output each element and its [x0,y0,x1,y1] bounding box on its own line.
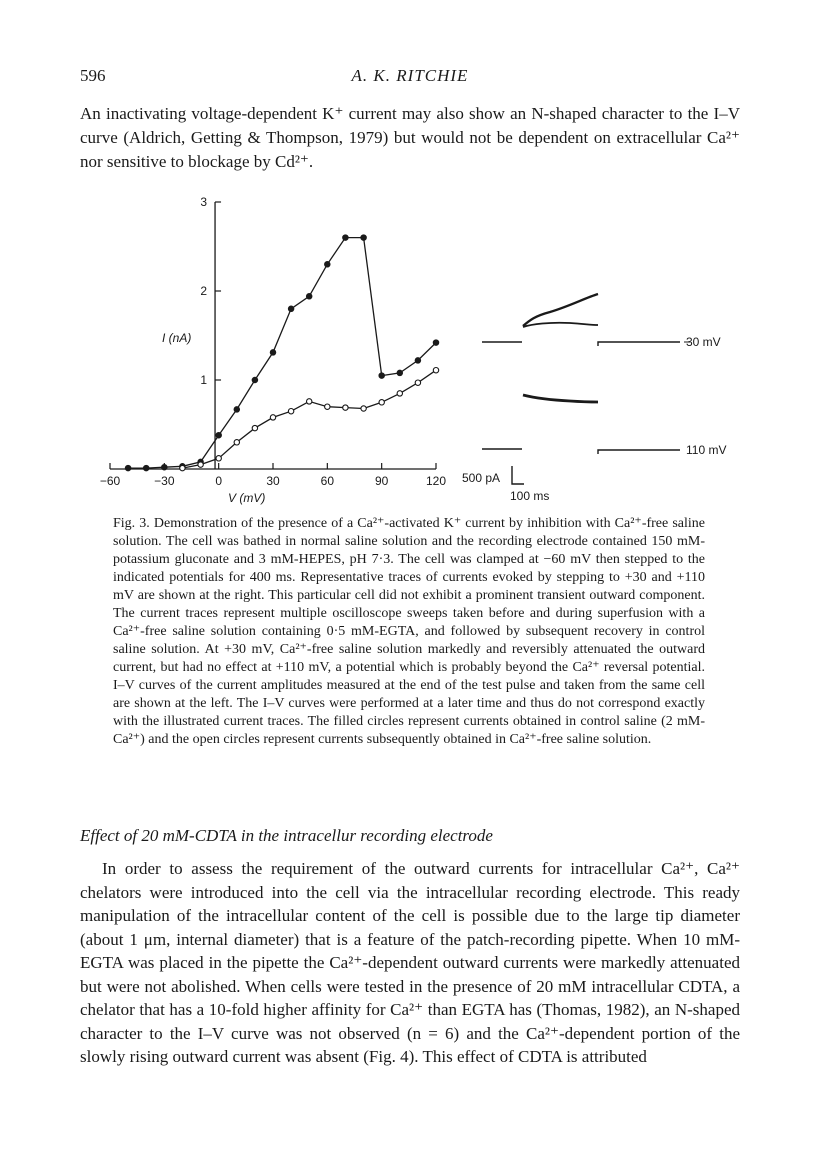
iv-chart [100,195,447,505]
scale-bar-current: 500 pA [462,471,501,485]
filled-circle-point [433,340,438,345]
series-group [125,235,438,471]
open-circle-point [343,405,348,410]
scale-bar-time: 100 ms [510,489,550,503]
trace-110-current [523,395,598,402]
y-tick-label: 1 [200,373,208,387]
filled-circle-point [125,465,130,470]
x-tick-label: 0 [215,474,223,488]
figure-3 [80,190,740,510]
x-tick-label: −30 [154,474,175,488]
filled-circle-point [216,433,221,438]
scale-bar [512,466,524,484]
x-ticks [100,463,447,488]
x-axis-label: V (mV) [228,491,266,505]
section-heading: Effect of 20 mM-CDTA in the intracellur recording electrode [80,826,493,845]
open-circle-point [415,380,420,385]
open-circle-point [433,368,438,373]
filled-circle-point [379,373,384,378]
x-tick-label: 60 [320,474,335,488]
intro-paragraph [80,102,740,174]
filled-circle-point [343,235,348,240]
filled-circle-point [288,306,293,311]
open-circle-point [325,404,330,409]
intro-paragraph-text: An inactivating voltage-dependent K⁺ current may also show an N-shaped character to the I–V curve (Aldrich, Getting & Thompson, 1979) but would not be dependent on extracellular Ca²⁺ nor sensitive to blockage by Cd²⁺. [80,104,740,171]
filled-circle-point [252,377,257,382]
filled-circle-point [144,465,149,470]
y-ticks [200,195,221,387]
x-tick-label: 90 [374,474,389,488]
y-tick-label: 3 [200,195,208,209]
filled-circle-point [270,350,275,355]
page-number: 596 [80,66,106,85]
open-circle-point [288,409,293,414]
x-tick-label: 120 [425,474,447,488]
trace-30-baseline-right [598,342,680,346]
filled-circle-point [397,370,402,375]
figure-3-graphic [80,190,740,510]
y-axis-label: I (nA) [162,331,192,345]
open-circle-point [397,391,402,396]
series-ca-free-line [182,370,436,468]
series-control-line [128,238,436,469]
filled-circle-point [162,465,167,470]
x-tick-label: −60 [99,474,121,488]
trace-label-30mv: 30 mV [686,335,721,349]
filled-circle-point [325,262,330,267]
running-head: A. K. RITCHIE [351,66,469,85]
trace-label-110mv: 110 mV [686,443,727,457]
open-circle-point [216,456,221,461]
trace-110-baseline-right [598,450,680,454]
body-paragraph [80,857,740,1069]
open-circle-point [198,462,203,467]
open-circle-point [379,400,384,405]
filled-circle-point [307,294,312,299]
filled-circle-point [361,235,366,240]
trace-30-control [523,294,598,326]
body-paragraph-text: In order to assess the requirement of the outward currents for intracellular Ca²⁺, Ca²⁺ chelators were introduced into the cell via the intracellular recording electrode. This ready manipulation of the intracellular content of the cell is possible due to the large tip diameter (about 1 μm, internal diameter) that is a feature of the patch-recording pipette. When 10 mM-EGTA was placed in the pipette the Ca²⁺-dependent outward currents were markedly attenuated but were not abolished. When cells were tested in the presence of 20 mM intracellular CDTA, a chelator that has a 10-fold higher affinity for Ca²⁺ than EGTA has (Thomas, 1982), an N-shaped character to the I–V curve was not observed (n = 6) and the Ca²⁺-dependent portion of the slowly rising outward current was absent (Fig. 4). This effect of CDTA is attributed [80,859,740,1066]
figure-caption: Fig. 3. Demonstration of the presence of a Ca²⁺-activated K⁺ current by inhibition with Ca²⁺-free saline solution. The cell was bathed in normal saline solution and the recording electrode contained 150 mM-potassium gluconate and 3 mM-HEPES, pH 7·3. The cell was clamped at −60 mV then stepped to the indicated potentials for 400 ms. Representative traces of currents evoked by stepping to +30 and +110 mV are shown at the right. This particular cell did not exhibit a prominent transient outward component. The current traces represent multiple oscilloscope sweeps taken before and during superfusion with a Ca²⁺-free saline solution containing 0·5 mM-EGTA, and followed by subsequent recovery in control saline solution. At +30 mV, Ca²⁺-free saline solution markedly and reversibly attenuated the outward current, but had no effect at +110 mV, a potential which is probably beyond the Ca²⁺ reversal potential. I–V curves of the current amplitudes measured at the end of the test pulse and taken from the same cell are shown at the left. The I–V curves were performed at a later time and thus do not correspond exactly with the illustrated current traces. The filled circles represent currents obtained in control saline (2 mM-Ca²⁺) and the open circles represent currents subsequently obtained in Ca²⁺-free saline solution. [113,516,705,747]
y-tick-label: 2 [200,284,208,298]
open-circle-point [234,440,239,445]
x-tick-label: 30 [266,474,280,488]
open-circle-point [361,406,366,411]
open-circle-point [252,425,257,430]
trace-30-ca-free [523,323,598,327]
open-circle-point [180,465,185,470]
current-traces [462,294,726,503]
open-circle-point [307,399,312,404]
filled-circle-point [415,358,420,363]
page-header [80,66,740,92]
open-circle-point [270,415,275,420]
filled-circle-point [234,407,239,412]
